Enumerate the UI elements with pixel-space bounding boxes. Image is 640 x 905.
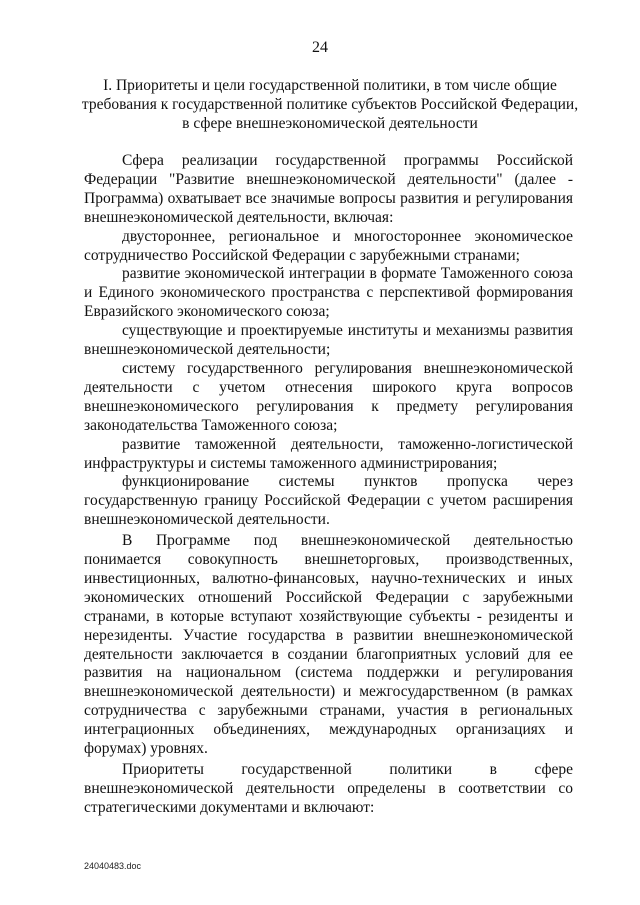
list-item: функционирование системы пунктов пропуска через государственную границу Российской Федерации с учетом расширения внешнеэкономической деятельности.: [84, 473, 573, 529]
section-heading: [80, 76, 580, 133]
list-item: существующие и проектируемые институты и механизмы развития внешнеэкономической деятельности;: [84, 322, 573, 359]
list-item: систему государственного регулирования внешнеэкономической деятельности с учетом отнесения широкого круга вопросов внешнеэкономического регулирования к предмету регулирования законодательства Таможенного союза;: [84, 359, 573, 434]
paragraph-definition: В Программе под внешнеэкономической деятельностью понимается совокупность внешнеторговых, производственных, инвестиционных, валютно-финансовых, научно-технических и иных экономических отношений Российской Федерации с зарубежными странами, в которые вступают хозяйствующие субъекты - резиденты и нерезиденты. Участие государства в развитии внешнеэкономической деятельности заключается в создании благоприятных условий для ее развития на национальном (система поддержки и регулирования внешнеэкономической деятельности) и межгосударственном (в рамках сотрудничества с зарубежными странами, участия в региональных интеграционных объединениях, международных организациях и форумах) уровнях.: [84, 532, 573, 758]
section-heading-line: требования к государственной политике субъектов Российской Федерации,: [81, 96, 579, 113]
page-number: 24: [312, 39, 328, 56]
paragraph-priorities: Приоритеты государственной политики в сфере внешнеэкономической деятельности определены в соответствии со стратегическими документами и включают:: [84, 761, 573, 816]
list-item: развитие экономической интеграции в формате Таможенного союза и Единого экономического пространства с перспективой формирования Евразийского экономического союза;: [84, 265, 573, 321]
body-text: [84, 152, 573, 818]
list-item: развитие таможенной деятельности, таможенно-логистической инфраструктуры и системы таможенного администрирования;: [84, 435, 573, 472]
section-heading-line: I. Приоритеты и цели государственной политики, в том числе общие: [103, 77, 557, 94]
footer-file-name: 24040483.doc: [84, 861, 142, 871]
list-item: двустороннее, региональное и многостороннее экономическое сотрудничество Российской Федерации с зарубежными странами;: [84, 227, 573, 264]
section-heading-line: в сфере внешнеэкономической деятельности: [182, 115, 478, 132]
paragraph-intro: Сфера реализации государственной программы Российской Федерации "Развитие внешнеэкономической деятельности" (далее - Программа) охватывает все значимые вопросы развития и регулирования внешнеэкономической деятельности, включая:: [84, 152, 573, 226]
